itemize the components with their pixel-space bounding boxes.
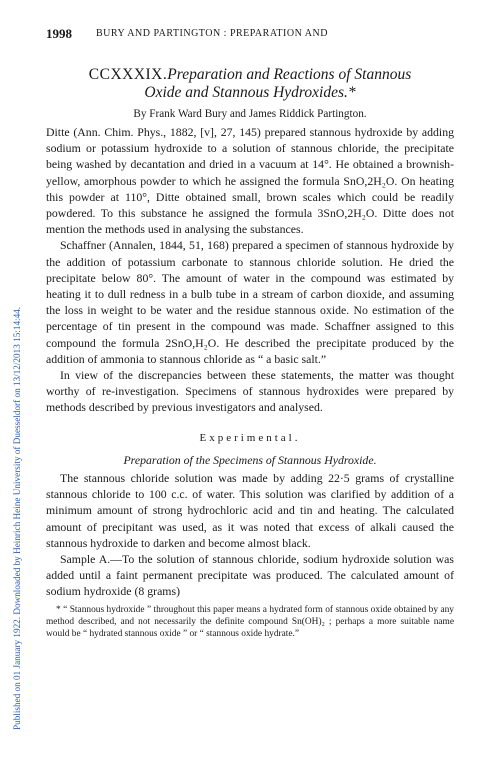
paragraph: Sample A.—To the solution of stannous chloride, sodium hydroxide solution was added until a faint permanent precipitate was produced. The calculated amount of sodium hydroxide (8 grams) bbox=[46, 552, 454, 599]
paragraph: Schaffner (Annalen, 1844, 51, 168) prepared a specimen of stannous hydroxide by the addition of potassium carbonate to stannous chloride solution. He dried the precipitate below 80°. The amount of water in the compound was estimated by heating it to dull redness in a bulb tube in a stream of carbon dioxide, and assuming the loss in weight to be water and the residue stannous oxide. No estimation of the percentage of tin present in the compound was made. Schaffner assigned to this compound the formula 2SnO,H₂O. He described the precipitate produced by the addition of ammonia to stannous chloride as “ a basic salt.” bbox=[46, 238, 454, 366]
author-line: By Frank Ward Bury and James Riddick Partington. bbox=[133, 108, 367, 120]
article-body bbox=[46, 124, 454, 640]
title-line-1: Preparation and Reactions of Stannous bbox=[167, 66, 412, 83]
footnote: * “ Stannous hydroxide ” throughout this paper means a hydrated form of stannous oxide obtained by any method described, and not necessarily the definite compound Sn(OH)₂ ; perhaps a more suitable name would be “ hydrated stannous oxide ” or “ stannous oxide hydrate.” bbox=[46, 604, 454, 639]
article-number: CCXXXIX. bbox=[88, 66, 168, 83]
section-heading: Experimental. bbox=[199, 431, 301, 444]
paragraph: Ditte (Ann. Chim. Phys., 1882, [v], 27, 145) prepared stannous hydroxide by adding sodium or potassium hydroxide to a solution of stannous chloride, the precipitate being washed by decantation and dried in a vacuum at 14°. He obtained a brownish-yellow, amorphous powder to which he assigned the formula SnO,2H₂O. On heating this powder at 110°, Ditte obtained small, brown scales which could be readily powdered. To this substance he assigned the formula 3SnO,2H₂O. Ditte does not mention the methods used in analysing the substances. bbox=[46, 125, 454, 237]
watermark-text: Published on 01 January 1922. Downloaded by Heinrich Heine University of Duesseldorf on 13/12/2013 15:14:44. bbox=[12, 306, 22, 730]
running-title: BURY AND PARTINGTON : PREPARATION AND bbox=[96, 28, 328, 39]
running-header bbox=[46, 26, 454, 46]
title-line-2: Oxide and Stannous Hydroxides.* bbox=[144, 84, 356, 101]
journal-page bbox=[46, 26, 454, 640]
download-watermark bbox=[2, 40, 20, 730]
article-title bbox=[46, 66, 454, 102]
paragraph: The stannous chloride solution was made by adding 22·5 grams of crystalline stannous chloride to 100 c.c. of water. This solution was clarified by addition of a minimum amount of strong hydrochloric acid and tin and heating. The calculated amount of precipitant was used, as it was noted that excess of alkali caused the stannous hydroxide to darken and become almost black. bbox=[46, 471, 454, 550]
page-number: 1998 bbox=[46, 26, 72, 41]
paragraph: In view of the discrepancies between these statements, the matter was thought worthy of re-investigation. Specimens of stannous hydroxides were prepared by methods described by previous investigators and analysed. bbox=[46, 368, 454, 415]
subsection-heading: Preparation of the Specimens of Stannous Hydroxide. bbox=[123, 452, 377, 467]
